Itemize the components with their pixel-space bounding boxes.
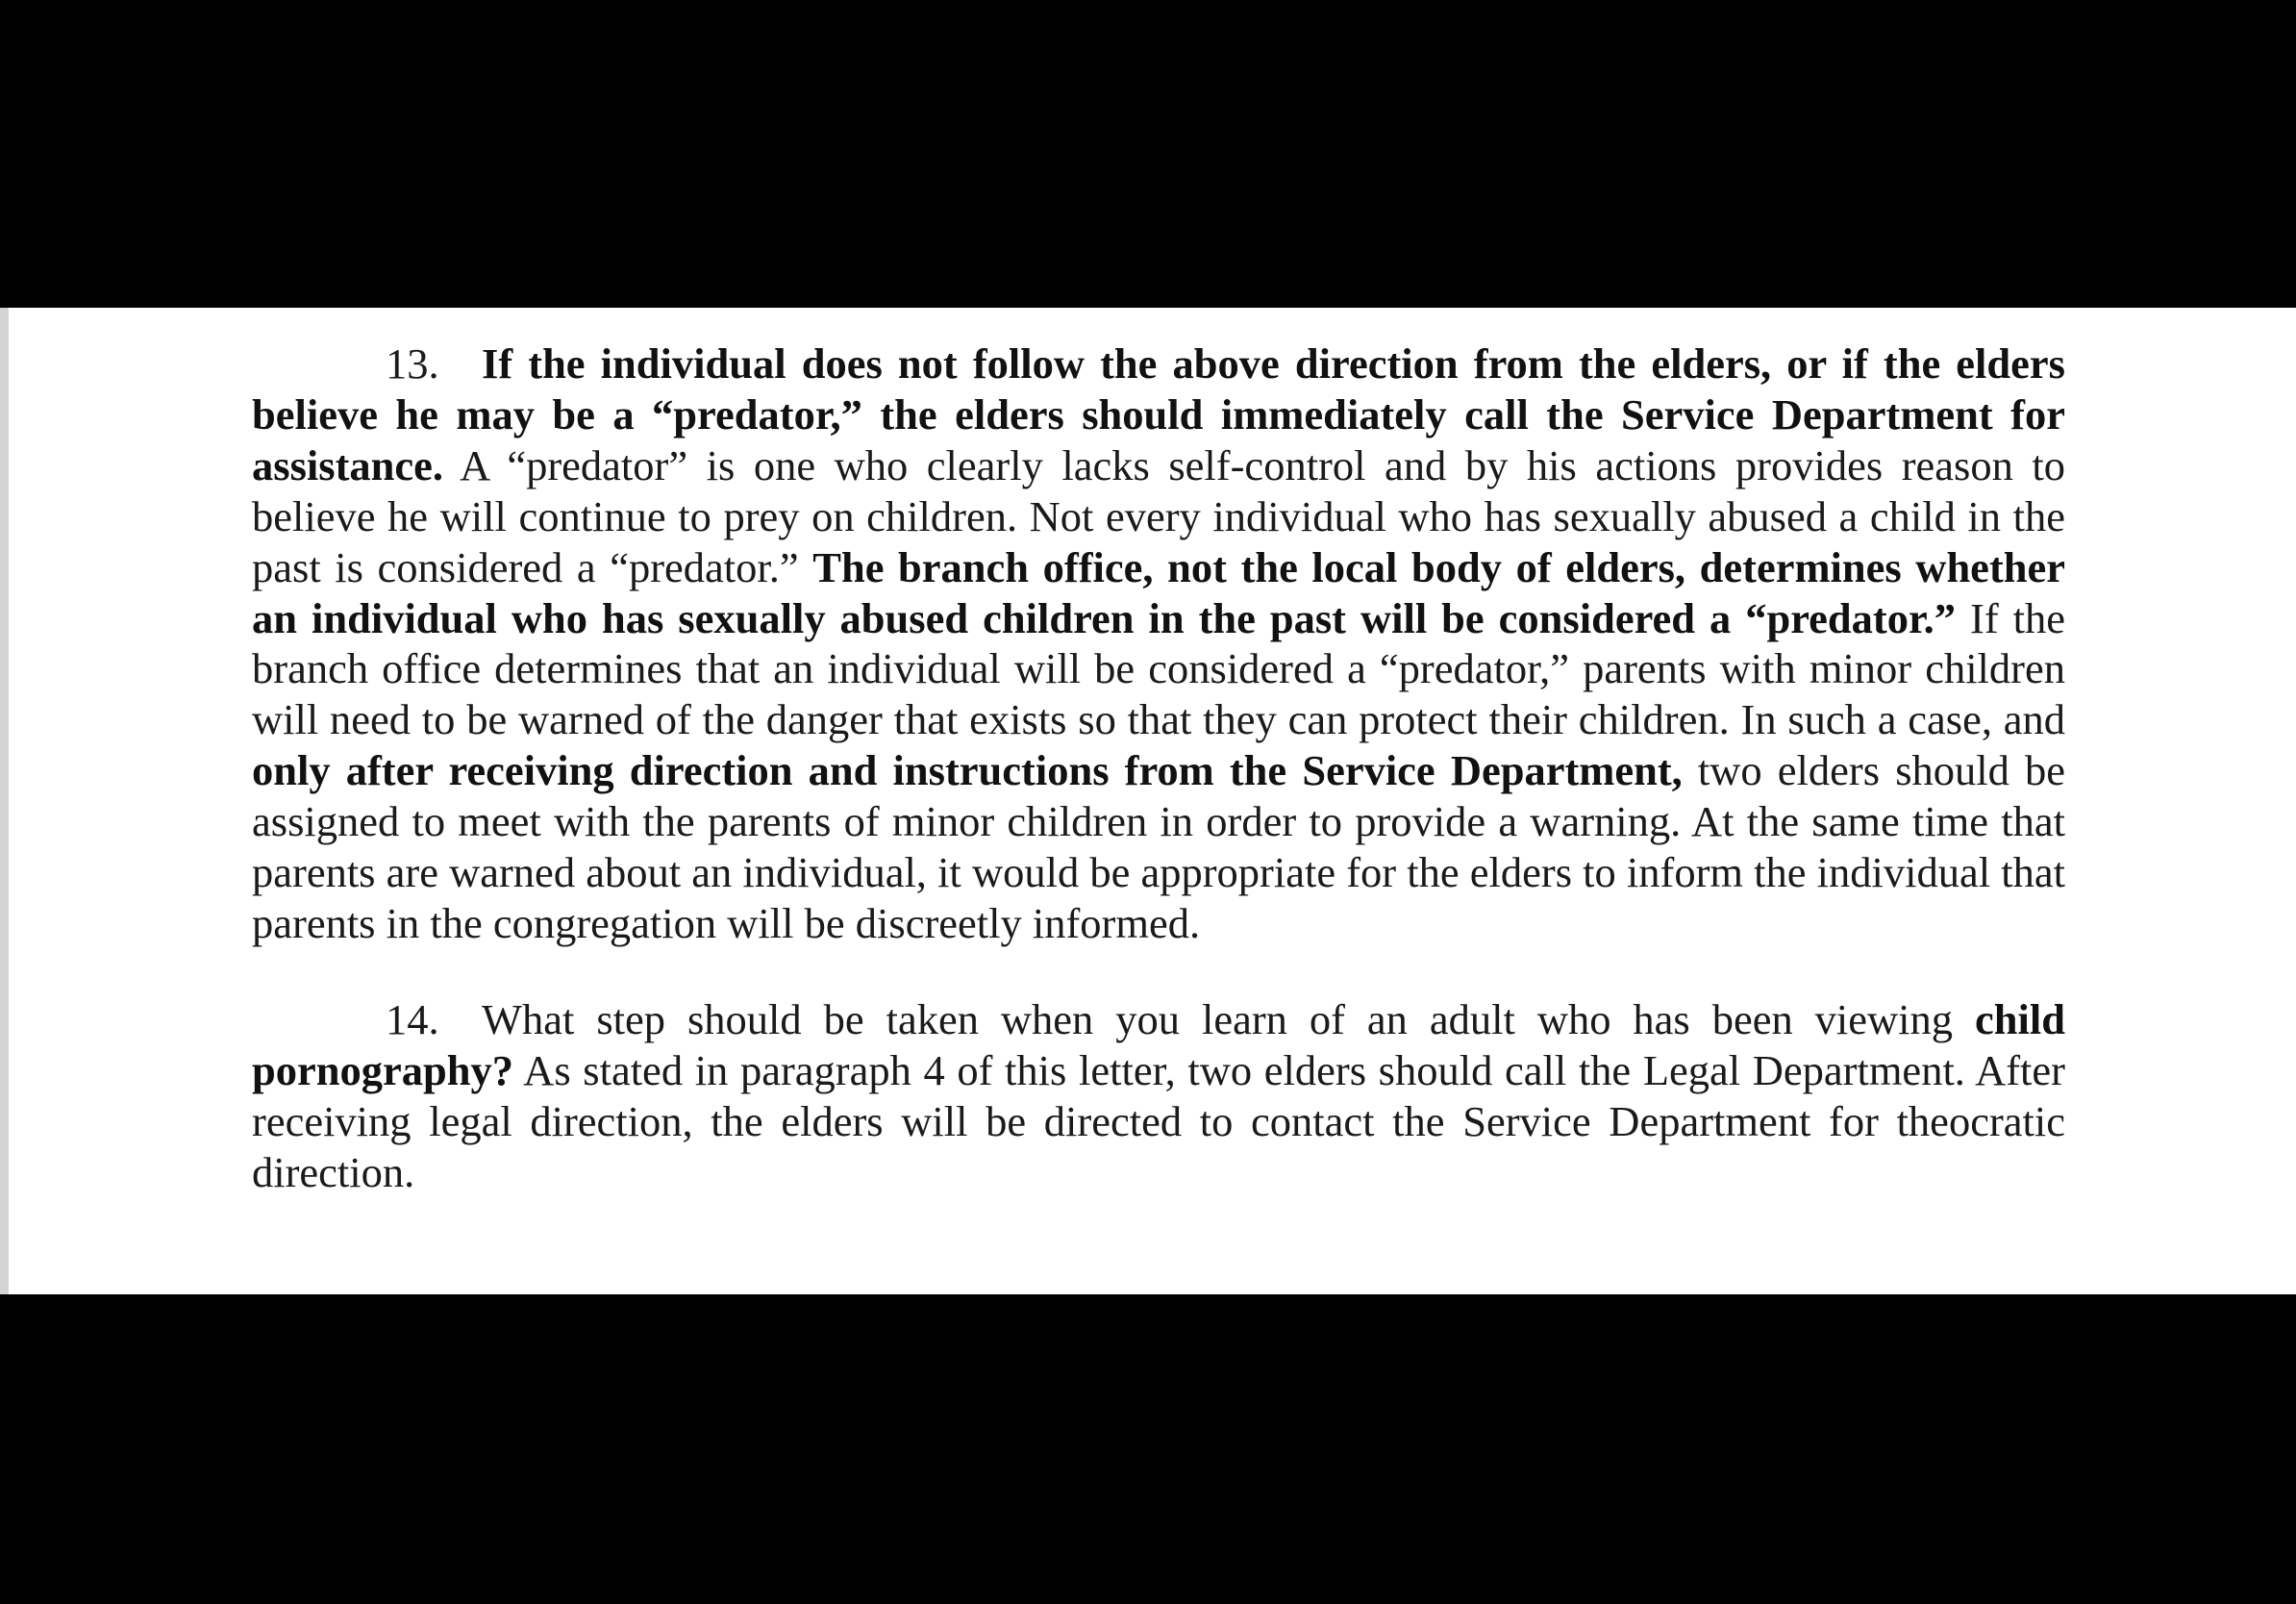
text-segment-bold: The branch office, not the local body of elders, determines whether an individual who has sexually abused children in the past will be considered a “predator.” xyxy=(252,542,2066,642)
text-segment: two elders should be assigned to meet with the parents of minor children in order to provide a warning. At the same time that parents are warned about an individual, it would be appropriate for the elders to inform the individual that parents in the congregation will be discreetly informed. xyxy=(252,746,2066,947)
paragraph-number: 14. xyxy=(386,994,439,1043)
document-page[interactable] xyxy=(0,308,2296,1294)
text-segment: If the branch office determines that an individual will be considered a “predator,” parents with minor children will need to be warned of the danger that exists so that they can protect their children. In such a case, and xyxy=(252,593,2065,744)
text-segment-bold: only after receiving direction and instructions from the Service Department, xyxy=(252,746,1683,795)
paragraph-14 xyxy=(252,994,2065,1198)
text-segment-bold: If the individual does not follow the above direction from the elders, or if the elders believe he may be a “predator,” the elders should immediately call the Service Department for assistance. xyxy=(252,339,2065,489)
text-segment: As stated in paragraph 4 of this letter, two elders should call the Legal Department. After receiving legal direction, the elders will be directed to contact the Service Department for theocratic direction. xyxy=(252,1045,2065,1196)
paragraph-13 xyxy=(252,338,2065,949)
document-body xyxy=(252,338,2065,1198)
page-left-edge xyxy=(0,308,9,1294)
text-segment: A “predator” is one who clearly lacks self-control and by his actions provides reason to believe he will continue to prey on children. Not every individual who has sexually abused a child in the past is considered a “predator.” xyxy=(252,440,2065,591)
text-segment-bold: child pornography? xyxy=(252,994,2065,1094)
bottom-black-bar xyxy=(0,1294,2296,1604)
paragraph-number: 13. xyxy=(386,339,439,388)
top-black-bar xyxy=(0,0,2296,308)
text-segment: What step should be taken when you learn of an adult who has been viewing xyxy=(482,994,1976,1043)
